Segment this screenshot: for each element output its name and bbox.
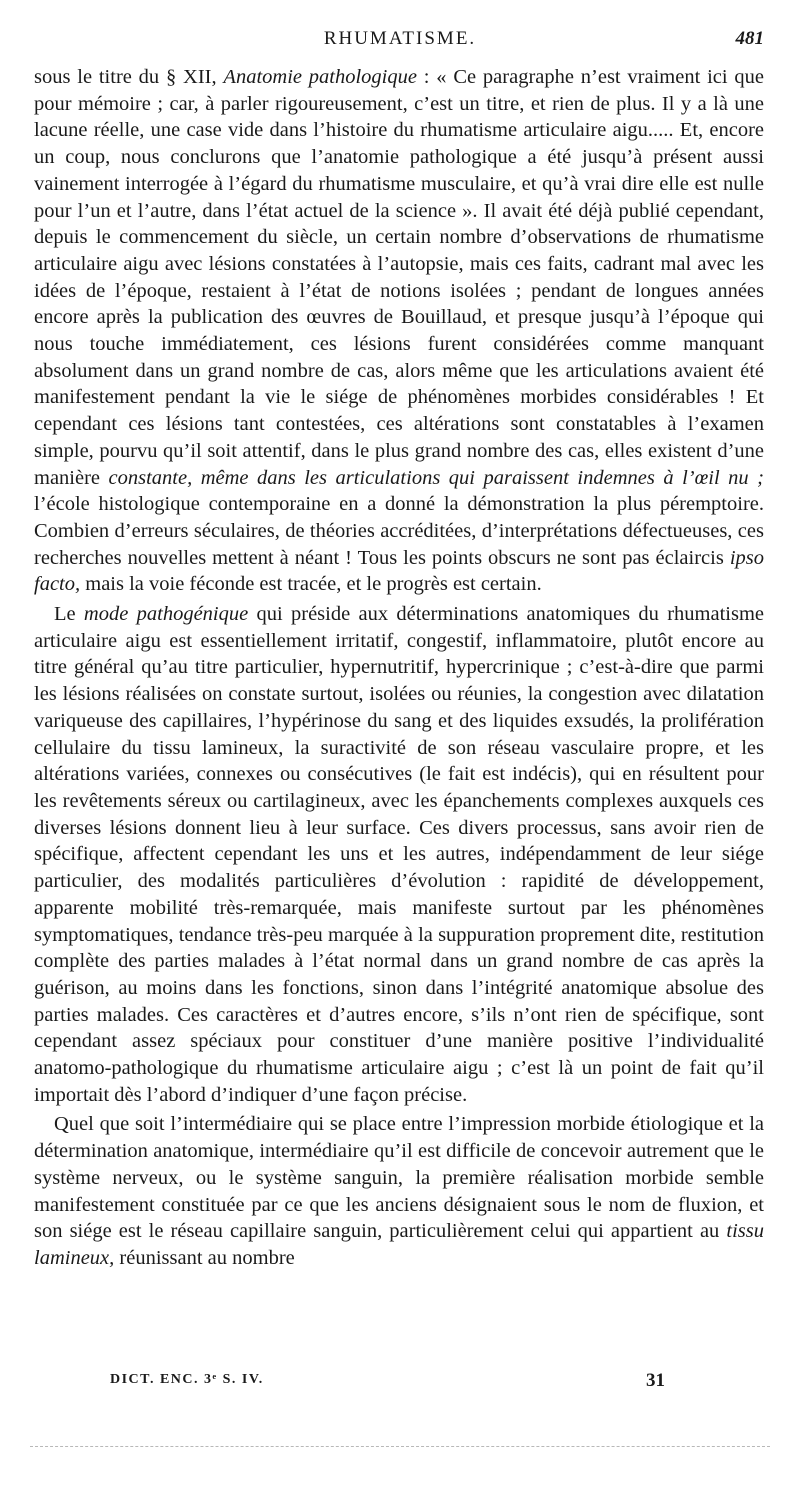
body-text — [34, 64, 764, 1272]
page-edge-marks — [30, 1446, 770, 1451]
text-run: qui préside aux déterminations anatomiques du rhumatisme articulaire aigu est essentiellement irritatif, congestif, inflammatoire, plutôt encore au titre général qu’au titre particulier, hypernutritif, hypercrinique ; c’est-à-dire que parmi les lésions réalisées on constate surtout, isolées ou réunies, la congestion avec dilatation variqueuse des capillaires, l’hypérinose du sang et des liquides exsudés, la prolifération cellulaire du tissu lamineux, la suractivité de son réseau vasculaire propre, et les altérations variées, connexes ou consécutives (le fait est indécis), qui en résultent pour les revêtements séreux ou cartilagineux, avec les épanchements complexes auxquels ces diverses lésions donnent lieu à leur surface. Ces divers processus, sans avoir rien de spécifique, affectent cependant les uns et les autres, indépendamment de leur siége particulier, des modalités particulières d’évolution : rapidité de développement, apparente mobilité très-remarquée, mais manifeste surtout par les phénomènes symptomatiques, tendance très-peu marquée à la suppuration proprement dite, restitution complète des parties malades à l’état normal dans un grand nombre de cas après la guérison, au moins dans les fonctions, sinon dans l’intégrité anatomique absolue des parties malades. Ces caractères et d’autres encore, s’ils n’ont rien de spécifique, sont cependant assez spéciaux pour constituer d’une manière positive l’individualité anatomo-pathologique du rhumatisme articulaire aigu ; c’est là un point de fait qu’il importait dès l’abord d’indiquer d’une façon précise. — [34, 603, 765, 1106]
footer-signature: DICT. ENC. 3ᵉ S. IV. — [110, 1372, 264, 1387]
text-run: l’école histologique contemporaine en a donné la démonstration la plus péremptoire. Combien d’erreurs séculaires, de théories accréditées, d’interprétations défectueuses, ces recherches nouvelles mettent à néant ! Tous les points obscurs ne sont pas éclaircis — [34, 493, 764, 569]
italic-run: ipso facto, — [34, 546, 764, 596]
text-run: mais la voie féconde est tracée, et le progrès est certain. — [80, 573, 542, 596]
sheet-number: 31 — [646, 1370, 665, 1391]
running-head: RHUMATISME. — [323, 28, 477, 49]
italic-run: constante, même dans les articulations qui paraissent indemnes à l’œil nu ; — [108, 466, 764, 489]
italic-run: mode pathogénique — [83, 603, 249, 626]
page-header — [0, 28, 800, 54]
text-run: : « Ce paragraphe n’est vraiment ici que pour mémoire ; car, à parler rigoureusement, c’est un titre, et rien de plus. Il y a là une lacune réelle, une case vide dans l’histoire du rhumatisme articulaire aigu..... Et, encore un coup, nous conclurons que l’anatomie pathologique a été jusqu’à présent aussi vainement interrogée à l’égard du rhumatisme musculaire, et qu’à vrai dire elle est nulle pour l’un et l’autre, dans l’état actuel de la science ». Il avait été déjà publié cependant, depuis le commencement du siècle, un certain nombre d’observations de rhumatisme articulaire aigu avec lésions constatées à l’autopsie, mais ces faits, cadrant mal avec les idées de l’époque, restaient à l’état de notions isolées ; pendant de longues années encore après la publication des œuvres de Bouillaud, et presque jusqu’à l’époque qui nous touche immédiatement, ces lésions furent considérées comme manquant absolument dans un grand nombre de cas, alors même que les articulations avaient été manifestement pendant la vie le siége de phénomènes morbides considérables ! Et cependant ces lésions tant contestées, ces altérations sont constatables à l’examen simple, pourvu qu’il soit attentif, dans le plus grand nombre des cas, elles existent d’une manière — [34, 66, 764, 489]
text-run: sous le titre du § XII, — [34, 66, 224, 88]
italic-run: Anatomie pathologique — [223, 66, 417, 88]
page-number: 481 — [735, 28, 764, 49]
paragraph — [34, 64, 764, 598]
paragraph — [34, 1111, 764, 1271]
text-run: Le — [54, 603, 84, 626]
text-run: réunissant au nombre — [114, 1246, 295, 1269]
paragraph — [34, 601, 764, 1108]
italic-run: tissu lamineux, — [34, 1220, 764, 1269]
text-run: Quel que soit l’intermédiaire qui se place entre l’impression morbide étiologique et la détermination anatomique, intermédiaire qu’il est difficile de concevoir autrement que le système nerveux, ou le système sanguin, la première réalisation morbide semble manifestement constituée par ce que les anciens désignaient sous le nom de fluxion, et son siége est le réseau capillaire sanguin, particulièrement celui qui appartient au — [34, 1113, 764, 1243]
page-footer — [0, 1366, 800, 1396]
